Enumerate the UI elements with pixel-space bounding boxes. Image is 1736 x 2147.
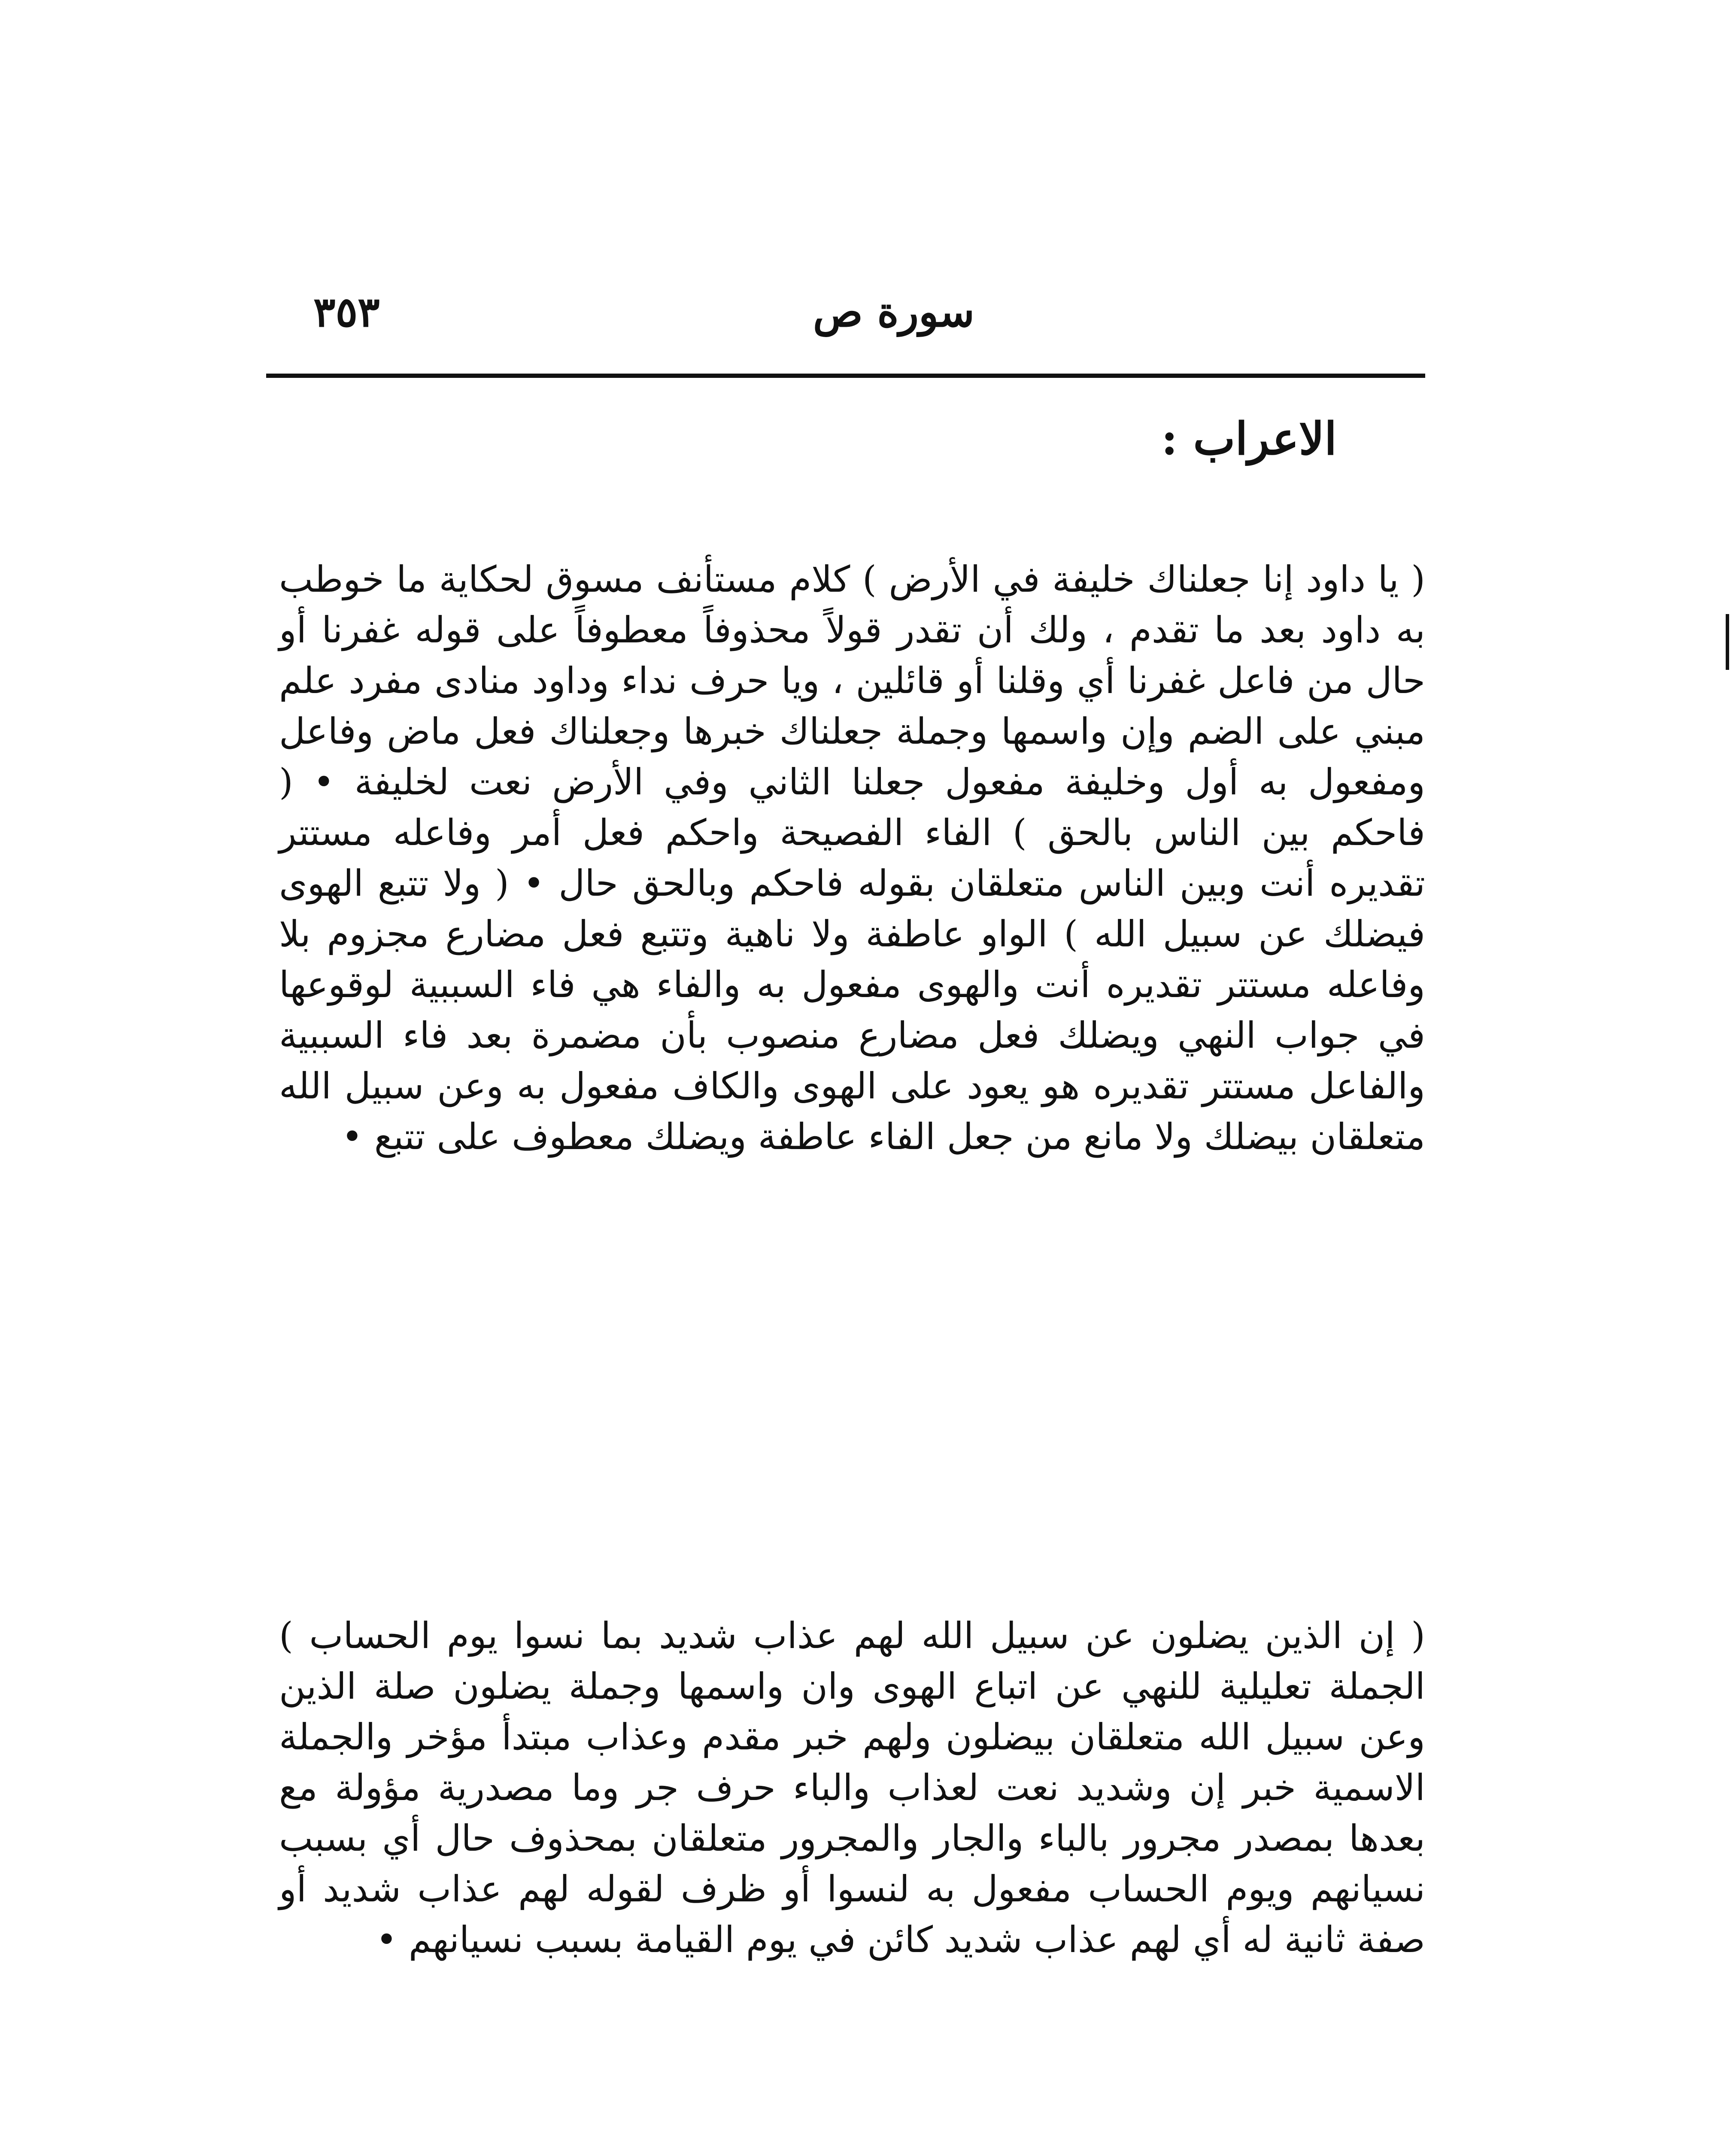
surah-title: سورة ص: [813, 288, 974, 336]
section-heading: الاعراب :: [1161, 412, 1337, 465]
paragraph-2: ( إن الذين يضلون عن سبيل الله لهم عذاب شديد بما نسوا يوم الحساب ) الجملة تعليلية للنهي عن اتباع الهوى وان واسمها وجملة يضلون صلة الذين وعن سبيل الله متعلقان بيضلون ولهم خبر مقدم وعذاب مبتدأ مؤخر والجملة الاسمية خبر إن وشديد نعت لعذاب والباء حرف جر وما مصدرية مؤولة مع بعدها بمصدر مجرور بالباء والجار والمجرور متعلقان بمحذوف حال أي بسبب نسيانهم ويوم الحساب مفعول به لنسوا أو ظرف لقوله لهم عذاب شديد أو صفة ثانية له أي لهم عذاب شديد كائن في يوم القيامة بسبب نسيانهم •: [279, 1615, 1425, 1961]
page-number: ٣٥٣: [313, 288, 380, 336]
paragraph-1: ( يا داود إنا جعلناك خليفة في الأرض ) كلام مستأنف مسوق لحكاية ما خوطب به داود بعد ما تقدم ، ولك أن تقدر قولاً محذوفاً معطوفاً على قوله غفرنا أو حال من فاعل غفرنا أي وقلنا أو قائلين ، ويا حرف نداء وداود منادى مفرد علم مبني على الضم وإن واسمها وجملة جعلناك خبرها وجعلناك فعل ماض وفاعل ومفعول به أول وخليفة مفعول جعلنا الثاني وفي الأرض نعت لخليفة • ( فاحكم بين الناس بالحق ) الفاء الفصيحة واحكم فعل أمر وفاعله مستتر تقديره أنت وبين الناس متعلقان بقوله فاحكم وبالحق حال • ( ولا تتبع الهوى فيضلك عن سبيل الله ) الواو عاطفة ولا ناهية وتتبع فعل مضارع مجزوم بلا وفاعله مستتر تقديره أنت والهوى مفعول به والفاء هي فاء السببية لوقوعها في جواب النهي ويضلك فعل مضارع منصوب بأن مضمرة بعد فاء السببية والفاعل مستتر تقديره هو يعود على الهوى والكاف مفعول به وعن سبيل الله متعلقان بيضلك ولا مانع من جعل الفاء عاطفة ويضلك معطوف على تتبع •: [279, 558, 1425, 1158]
page-header: [266, 279, 1425, 348]
header-rule: [266, 374, 1425, 378]
margin-mark: [1726, 614, 1729, 670]
